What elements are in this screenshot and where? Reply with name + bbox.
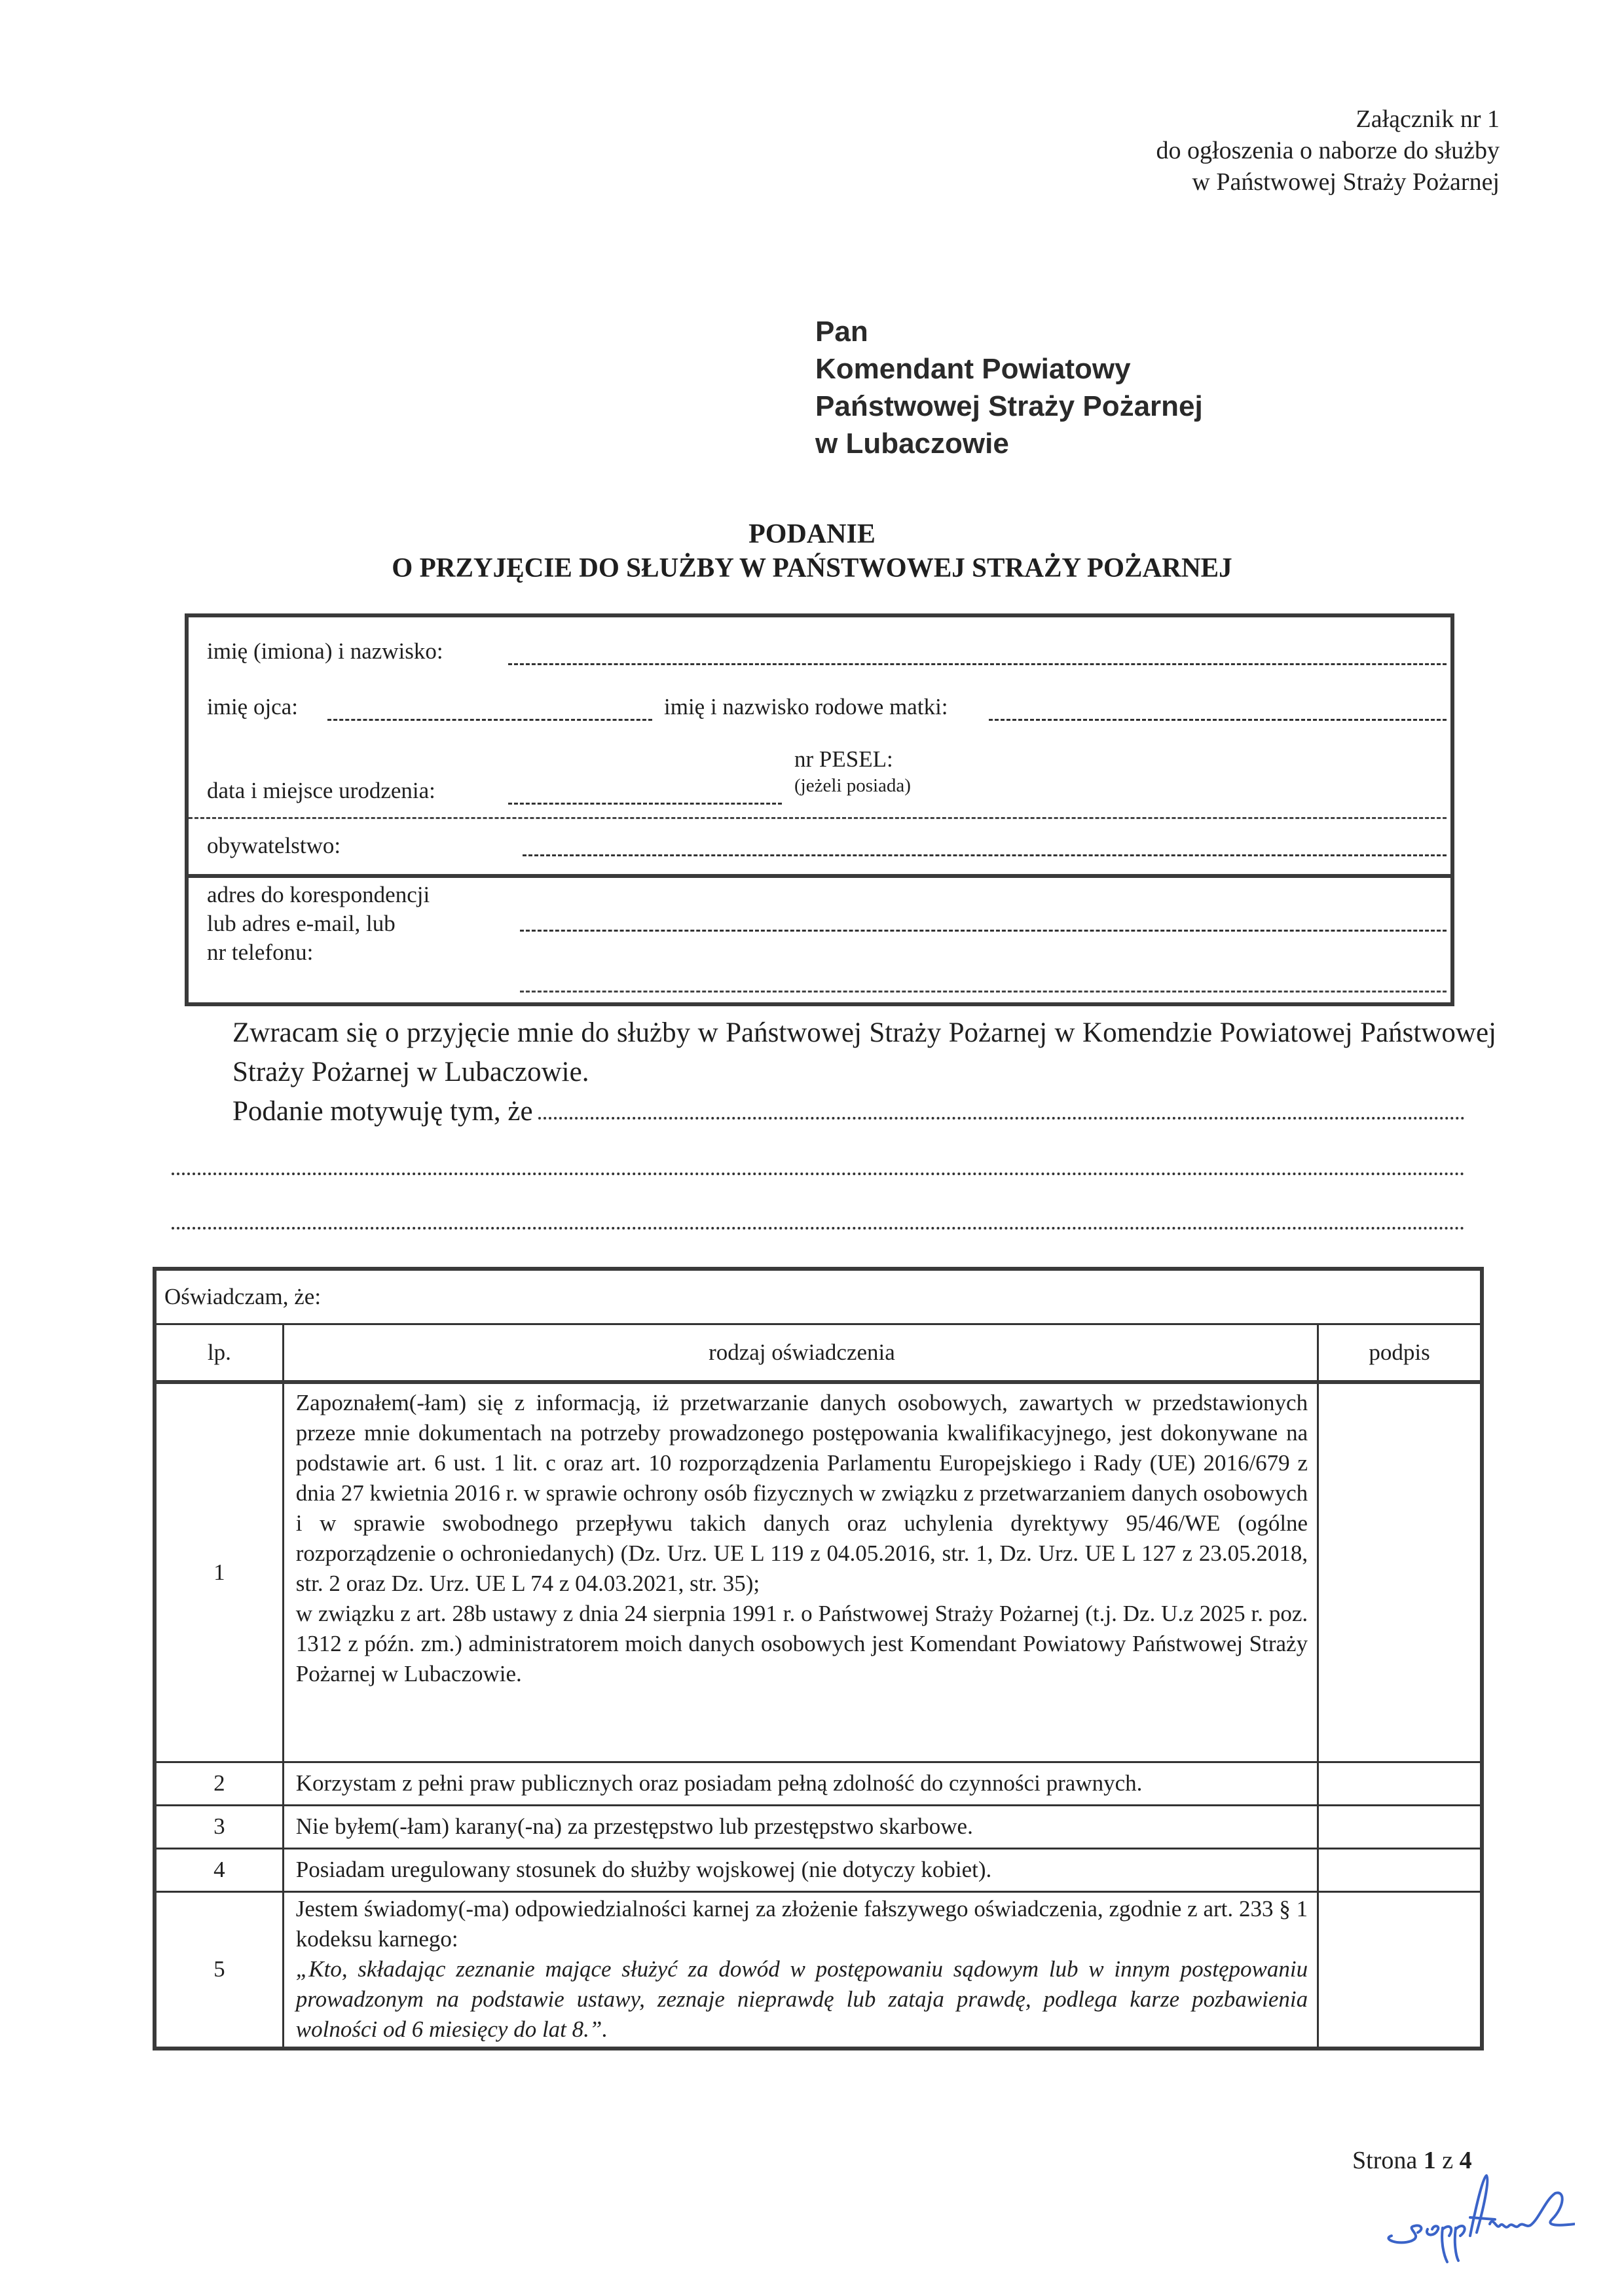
page-separator: z: [1442, 2147, 1454, 2174]
citizenship-label: obywatelstwo:: [207, 833, 341, 858]
full-name-label: imię (imiona) i nazwisko:: [207, 638, 443, 664]
row-3-text: Nie byłem(-łam) karany(-na) za przestępstwo lub przestępstwo skarbowe.: [283, 1805, 1318, 1848]
row-3-lp: 3: [155, 1805, 283, 1848]
motivation-field-line-1[interactable]: [538, 1117, 1465, 1120]
address-label-line-1: adres do korespondencji: [207, 882, 430, 907]
address-label-line-2: lub adres e-mail, lub: [207, 911, 396, 936]
full-name-field[interactable]: [508, 663, 1447, 665]
row-5-text-main: Jestem świadomy(-ma) odpowiedzialności karnej za złożenie fałszywego oświadczenia, zgodnie z art. 233 § 1 kodeksu karnego:: [295, 1896, 1308, 1952]
pesel-field[interactable]: [189, 817, 1447, 819]
title-main: PODANIE: [748, 519, 876, 549]
row-5-quote: „Kto, składając zeznanie mające służyć za dowód w postępowaniu sądowym lub w innym postępowaniu prowadzonym na podstawie ustawy, zeznaje nieprawdę lub zataja prawdę, podlega karze pozbawienia wolności od 6 miesięcy do lat 8.”.: [295, 1956, 1308, 2043]
address-label: [207, 881, 430, 967]
header-lp: lp.: [155, 1324, 283, 1383]
request-text: Zwracam się o przyjęcie mnie do służby w Państwowej Straży Pożarnej w Komendzie Powiatowej Państwowej Straży Pożarnej w Lubaczowie.: [232, 1017, 1496, 1087]
row-1-text-part-2: w związku z art. 28b ustawy z dnia 24 sierpnia 1991 r. o Państwowej Straży Pożarnej (t.j. Dz. U.z 2025 r. poz. 1312 z późn. zm.) administratorem moich danych osobowych jest Komendant Powiatowy Państwowej Straży Pożarnej w Lubaczowie.: [295, 1601, 1308, 1686]
table-row: [155, 1382, 1482, 1762]
address-label-line-3: nr telefonu:: [207, 939, 314, 965]
row-4-text: Posiadam uregulowany stosunek do służby wojskowej (nie dotyczy kobiet).: [283, 1848, 1318, 1891]
motivation-field-line-2[interactable]: [172, 1173, 1465, 1175]
annex-line-3: w Państwowej Straży Pożarnej: [1192, 168, 1500, 196]
row-3-signature-cell[interactable]: [1318, 1805, 1482, 1848]
row-2-text: Korzystam z pełni praw publicznych oraz posiadam pełną zdolność do czynności prawnych.: [283, 1762, 1318, 1805]
row-4-signature-cell[interactable]: [1318, 1848, 1482, 1891]
father-name-field[interactable]: [327, 719, 652, 721]
page-prefix: Strona: [1352, 2147, 1418, 2174]
statements-table: [153, 1267, 1484, 2050]
recipient-line-2: Komendant Powiatowy: [815, 353, 1131, 385]
address-field-line-1[interactable]: [520, 930, 1447, 932]
title-sub: O PRZYJĘCIE DO SŁUŻBY W PAŃSTWOWEJ STRAŻY POŻARNEJ: [392, 553, 1232, 583]
header-type: rodzaj oświadczenia: [283, 1324, 1318, 1383]
handwritten-signature-icon: [1378, 2164, 1575, 2269]
row-4-lp: 4: [155, 1848, 283, 1891]
motivation-label: Podanie motywuję tym, że: [232, 1096, 533, 1127]
recipient-line-3: Państwowej Straży Pożarnej: [815, 390, 1203, 422]
annex-line-2: do ogłoszenia o naborze do służby: [1156, 137, 1500, 164]
row-5-lp: 5: [155, 1891, 283, 2049]
recipient-line-4: w Lubaczowie: [815, 428, 1009, 460]
table-row: [155, 1891, 1482, 2049]
header-signature: podpis: [1318, 1324, 1482, 1383]
request-paragraph: [134, 1013, 1496, 1092]
personal-data-form: [185, 613, 1454, 1006]
table-row: [155, 1762, 1482, 1805]
row-1-lp: 1: [155, 1382, 283, 1762]
row-1-text-part-1: Zapoznałem(-łam) się z informacją, iż przetwarzanie danych osobowych, zawartych w przedstawionych przeze mnie dokumentach na potrzeby prowadzonego postępowania kwalifikacyjnego, jest dokonywane na podstawie art. 6 ust. 1 lit. c oraz art. 10 rozporządzenia Parlamentu Europejskiego i Rady (UE) 2016/679 z dnia 27 kwietnia 2016 r. w sprawie ochrony osób fizycznych w związku z przetwarzaniem danych osobowych i w sprawie swobodnego przepływu takich danych oraz uchylenia dyrektywy 95/46/WE (ogólne rozporządzenie o ochroniedanych) (Dz. Urz. UE L 119 z 04.05.2016, str. 1, Dz. Urz. UE L 127 z 23.05.2018, str. 2 oraz Dz. Urz. UE L 74 z 04.03.2021, str. 35);: [295, 1390, 1308, 1596]
mother-name-label: imię i nazwisko rodowe matki:: [664, 694, 948, 720]
birth-label: data i miejsce urodzenia:: [207, 778, 435, 803]
annex-header: [1156, 103, 1500, 198]
address-field-line-2[interactable]: [520, 991, 1447, 993]
table-row: [155, 1848, 1482, 1891]
page-current: 1: [1423, 2147, 1436, 2174]
row-1-signature-cell[interactable]: [1318, 1382, 1482, 1762]
page-total: 4: [1459, 2147, 1472, 2174]
father-name-label: imię ojca:: [207, 694, 298, 720]
table-header-row: [155, 1324, 1482, 1383]
recipient-line-1: Pan: [815, 316, 868, 348]
row-1-text: [283, 1382, 1318, 1762]
citizenship-field[interactable]: [523, 854, 1447, 856]
motivation-field-line-3[interactable]: [172, 1227, 1465, 1230]
document-title: [0, 517, 1624, 585]
pesel-label: nr PESEL:: [794, 746, 893, 772]
form-divider: [189, 874, 1450, 878]
row-5-text: [283, 1891, 1318, 2049]
annex-line-1: Załącznik nr 1: [1356, 105, 1500, 133]
table-row: [155, 1805, 1482, 1848]
row-5-signature-cell[interactable]: [1318, 1891, 1482, 2049]
birth-field[interactable]: [508, 803, 782, 805]
pesel-note: (jeżeli posiada): [794, 775, 911, 796]
row-2-lp: 2: [155, 1762, 283, 1805]
statements-intro: Oświadczam, że:: [155, 1269, 1482, 1324]
statements-intro-row: [155, 1269, 1482, 1324]
mother-name-field[interactable]: [989, 719, 1447, 721]
row-2-signature-cell[interactable]: [1318, 1762, 1482, 1805]
recipient-block: [815, 313, 1203, 462]
